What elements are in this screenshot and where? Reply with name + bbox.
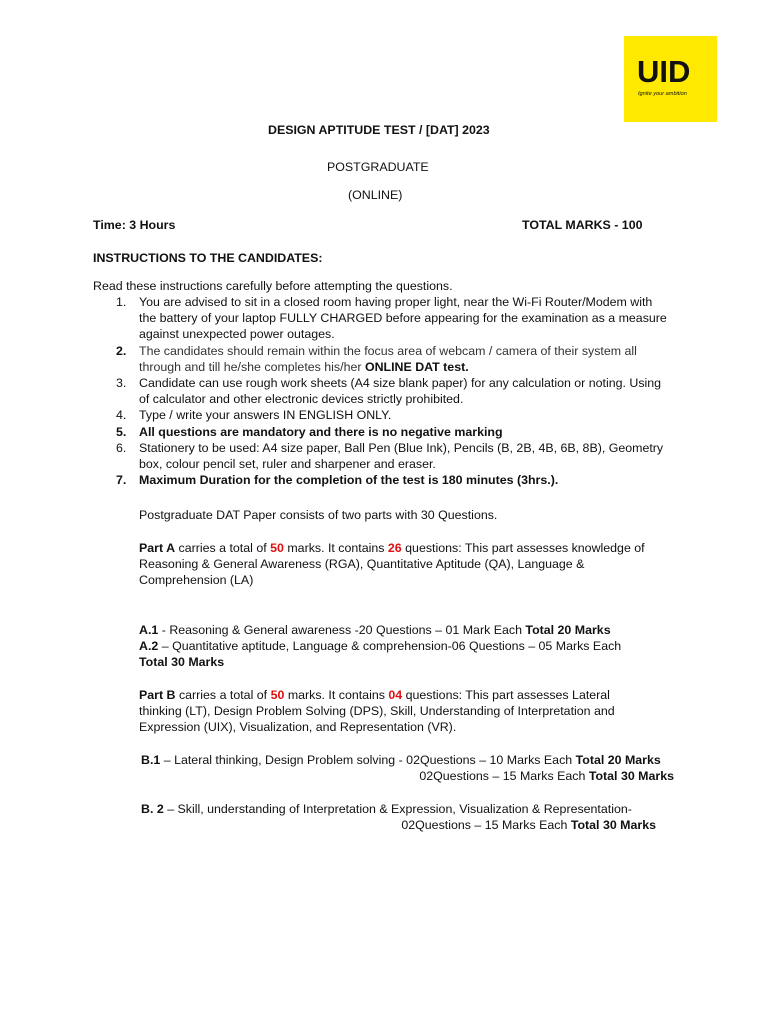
item-text: Stationery to be used: A4 size paper, Ball Pen (Blue Ink), Pencils (B, 2B, 4B, 6B, 8B), Geometry [139, 440, 664, 455]
item-text: Maximum Duration for the completion of the test is 180 minutes (3hrs.). [139, 473, 559, 488]
item-text: Candidate can use rough work sheets (A4 size blank paper) for any calculation or noting. Using [139, 376, 662, 391]
section-total: Total 20 Marks [525, 623, 611, 637]
instruction-list [93, 294, 693, 488]
part-b-marks: 50 [270, 688, 285, 702]
section-a1 [139, 622, 611, 638]
uid-logo [624, 36, 717, 122]
part-a-line-2: Reasoning & General Awareness (RGA), Quantitative Aptitude (QA), Language & [139, 557, 585, 571]
document-title: DESIGN APTITUDE TEST / [DAT] 2023 [268, 123, 490, 137]
part-a-text: marks. It contains [287, 541, 385, 555]
part-b-line-2: thinking (LT), Design Problem Solving (DPS), Skill, Understanding of Interpretation and [139, 704, 615, 718]
part-a-marks: 50 [270, 541, 284, 555]
item-text: The candidates should remain within the focus area of webcam / camera of their system all [139, 343, 637, 358]
instruction-item [93, 375, 693, 407]
part-a-text: questions: This part assesses knowledge of [405, 541, 645, 555]
part-a-question-count: 26 [387, 541, 402, 555]
section-b1 [141, 752, 661, 768]
item-text: Type / write your answers IN ENGLISH ONLY. [139, 408, 392, 423]
total-marks-label: TOTAL MARKS - 100 [522, 218, 643, 232]
item-text: All questions are mandatory and there is no negative marking [139, 424, 503, 439]
section-text: - Reasoning & General awareness -20 Questions – 01 Mark Each [161, 623, 522, 637]
section-label: B.1 [141, 753, 161, 767]
instructions-intro: Read these instructions carefully before attempting the questions. [93, 279, 453, 293]
item-number: 1. [116, 295, 127, 309]
section-b1-line-2 [419, 768, 674, 784]
instructions-heading: INSTRUCTIONS TO THE CANDIDATES: [93, 251, 323, 265]
part-b-text: carries a total of [178, 688, 268, 702]
part-a-line-1 [139, 540, 645, 556]
item-number: 2. [116, 343, 127, 358]
item-number: 4. [116, 408, 127, 423]
section-text: 02Questions – 15 Marks Each [401, 818, 568, 832]
section-b2-line-2 [401, 817, 656, 833]
part-b-question-count: 04 [388, 688, 403, 702]
section-text: – Skill, understanding of Interpretation & Expression, Visualization & Representation- [167, 802, 632, 816]
section-b2 [141, 801, 632, 817]
part-a-line-3: Comprehension (LA) [139, 573, 254, 587]
item-number: 7. [116, 473, 127, 488]
paper-summary: Postgraduate DAT Paper consists of two parts with 30 Questions. [139, 508, 498, 522]
item-text: You are advised to sit in a closed room having proper light, near the Wi-Fi Router/Modem with [139, 295, 653, 309]
part-a-text: carries a total of [178, 541, 267, 555]
part-b-line-1 [139, 687, 610, 703]
instruction-item [93, 343, 693, 375]
part-b-text: marks. It contains [287, 688, 385, 702]
section-total: Total 20 Marks [575, 753, 661, 767]
part-a-label: Part A [139, 541, 176, 555]
level-label: POSTGRADUATE [327, 160, 429, 174]
part-b-label: Part B [139, 688, 176, 702]
item-number: 5. [116, 424, 127, 439]
section-a2 [139, 638, 621, 654]
item-text: box, colour pencil set, ruler and sharpener and eraser. [139, 457, 436, 472]
section-total: Total 30 Marks [570, 818, 656, 832]
item-number: 3. [116, 376, 127, 391]
logo-text: UID [637, 54, 691, 89]
instruction-item [93, 472, 693, 488]
item-number: 6. [116, 440, 127, 455]
logo-tagline: Ignite your ambition [638, 91, 687, 97]
instruction-item [93, 424, 693, 440]
mode-label: (ONLINE) [348, 188, 403, 202]
section-text: 02Questions – 15 Marks Each [419, 769, 586, 783]
time-label: Time: 3 Hours [93, 218, 176, 232]
item-text: against unexpected power outages. [139, 327, 335, 342]
section-label: B. 2 [141, 802, 164, 816]
instruction-item [93, 407, 693, 423]
item-bold-text: ONLINE DAT test. [364, 359, 469, 374]
part-b-line-3: Expression (UIX), Visualization, and Representation (VR). [139, 720, 457, 734]
section-text: – Quantitative aptitude, Language & comprehension-06 Questions – 05 Marks Each [161, 639, 622, 653]
item-text: of calculator and other electronic devices strictly prohibited. [139, 392, 464, 407]
item-text: the battery of your laptop FULLY CHARGED before appearing for the examination as a measure [139, 311, 667, 326]
section-text: – Lateral thinking, Design Problem solving - 02Questions – 10 Marks Each [163, 753, 573, 767]
part-b-text: questions: This part assesses Lateral [405, 688, 610, 702]
instruction-item [93, 440, 693, 472]
section-label: A.2 [139, 639, 159, 653]
section-total: Total 30 Marks [588, 769, 674, 783]
item-text: through and till he/she completes his/her [139, 359, 362, 374]
instruction-item [93, 294, 693, 343]
section-a2-total: Total 30 Marks [139, 655, 225, 669]
section-label: A.1 [139, 623, 159, 637]
